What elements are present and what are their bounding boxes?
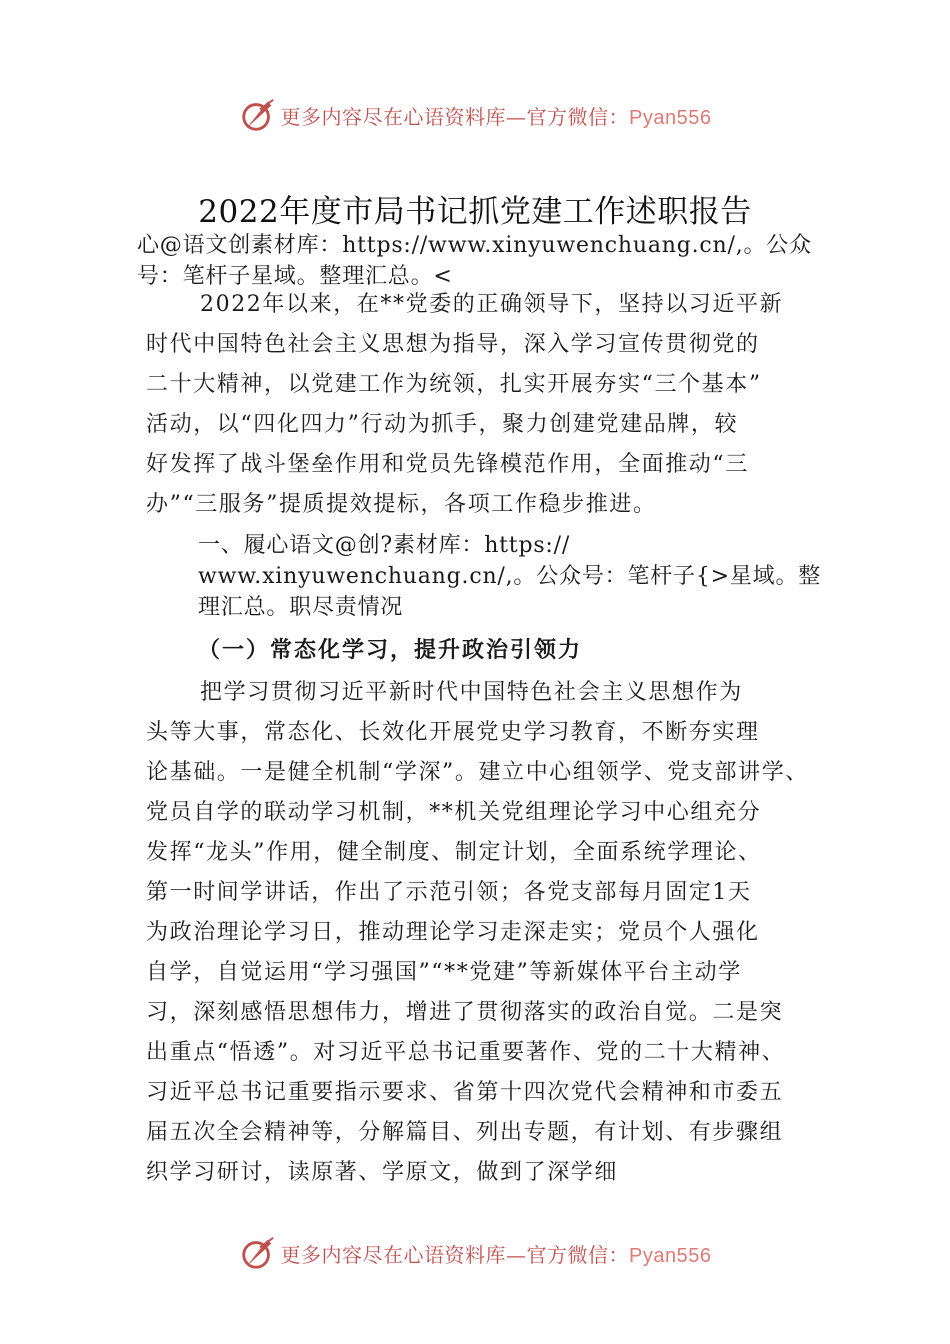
document-title: 2022年度市局书记抓党建工作述职报告	[198, 194, 752, 230]
body-line-1: 把学习贯彻习近平新时代中国特色社会主义思想作为	[200, 680, 743, 705]
subheading: （一）常态化学习，提升政治引领力	[198, 637, 583, 663]
quill-logo-icon	[239, 1234, 277, 1272]
body-line-6: 第一时间学讲话，作出了示范引领；各党支部每月固定1天	[146, 880, 752, 905]
section-one-line-3: 理汇总。职尽责情况	[198, 595, 404, 620]
intro-line-5: 好发挥了战斗堡垒作用和党员先锋模范作用，全面推动“三	[146, 452, 749, 477]
body-line-11: 习近平总书记重要指示要求、省第十四次党代会精神和市委五	[146, 1080, 784, 1105]
body-line-10: 出重点“悟透”。对习近平总书记重要著作、党的二十大精神、	[146, 1040, 786, 1065]
footer-banner	[0, 1233, 950, 1273]
quill-logo-icon	[239, 96, 277, 134]
body-line-8: 自学，自觉运用“学习强国”“**党建”等新媒体平台主动学	[146, 960, 742, 985]
header-banner	[0, 95, 950, 135]
body-line-13: 织学习研讨，读原著、学原文，做到了深学细	[146, 1160, 619, 1185]
intro-line-3: 二十大精神，以党建工作为统领，扎实开展夯实“三个基本”	[146, 372, 762, 397]
body-line-3: 论基础。一是健全机制“学深”。建立中心组领学、党支部讲学、	[146, 760, 809, 785]
banner-text: 更多内容尽在心语资料库—官方微信：Pyan556	[280, 104, 712, 129]
source-line-1: 心@语文创素材库：https://www.xinyuwenchuang.cn/,。公众	[137, 233, 812, 258]
banner-wechat-id: Pyan556	[629, 106, 712, 129]
section-one-line-2: www.xinyuwenchuang.cn/,。公众号：笔杆子{>星域。整	[198, 564, 822, 589]
body-line-9: 习，深刻感悟思想伟力，增进了贯彻落实的政治自觉。二是突	[146, 1000, 784, 1025]
body-line-5: 发挥“龙头”作用，健全制度、制定计划，全面系统学理论、	[146, 840, 762, 865]
intro-line-6: 办”“三服务”提质提效提标，各项工作稳步推进。	[146, 492, 657, 517]
intro-line-2: 时代中国特色社会主义思想为指导，深入学习宣传贯彻党的	[146, 332, 760, 357]
banner-wechat-id: Pyan556	[629, 1244, 712, 1267]
intro-line-4: 活动，以“四化四力”行动为抓手，聚力创建党建品牌，较	[146, 412, 739, 437]
body-line-12: 届五次全会精神等，分解篇目、列出专题，有计划、有步骤组	[146, 1120, 784, 1145]
body-line-4: 党员自学的联动学习机制，**机关党组理论学习中心组充分	[146, 800, 762, 825]
body-line-7: 为政治理论学习日，推动理论学习走深走实；党员个人强化	[146, 920, 760, 945]
intro-line-1: 2022年以来，在**党委的正确领导下，坚持以习近平新	[200, 292, 784, 317]
section-one-line-1: 一、履心语文@创?素材库：https://	[198, 533, 571, 558]
source-line-2: 号：笔杆子星域。整理汇总。<	[137, 264, 453, 289]
body-line-2: 头等大事，常态化、长效化开展党史学习教育，不断夯实理	[146, 720, 760, 745]
banner-text: 更多内容尽在心语资料库—官方微信：Pyan556	[280, 1242, 712, 1267]
